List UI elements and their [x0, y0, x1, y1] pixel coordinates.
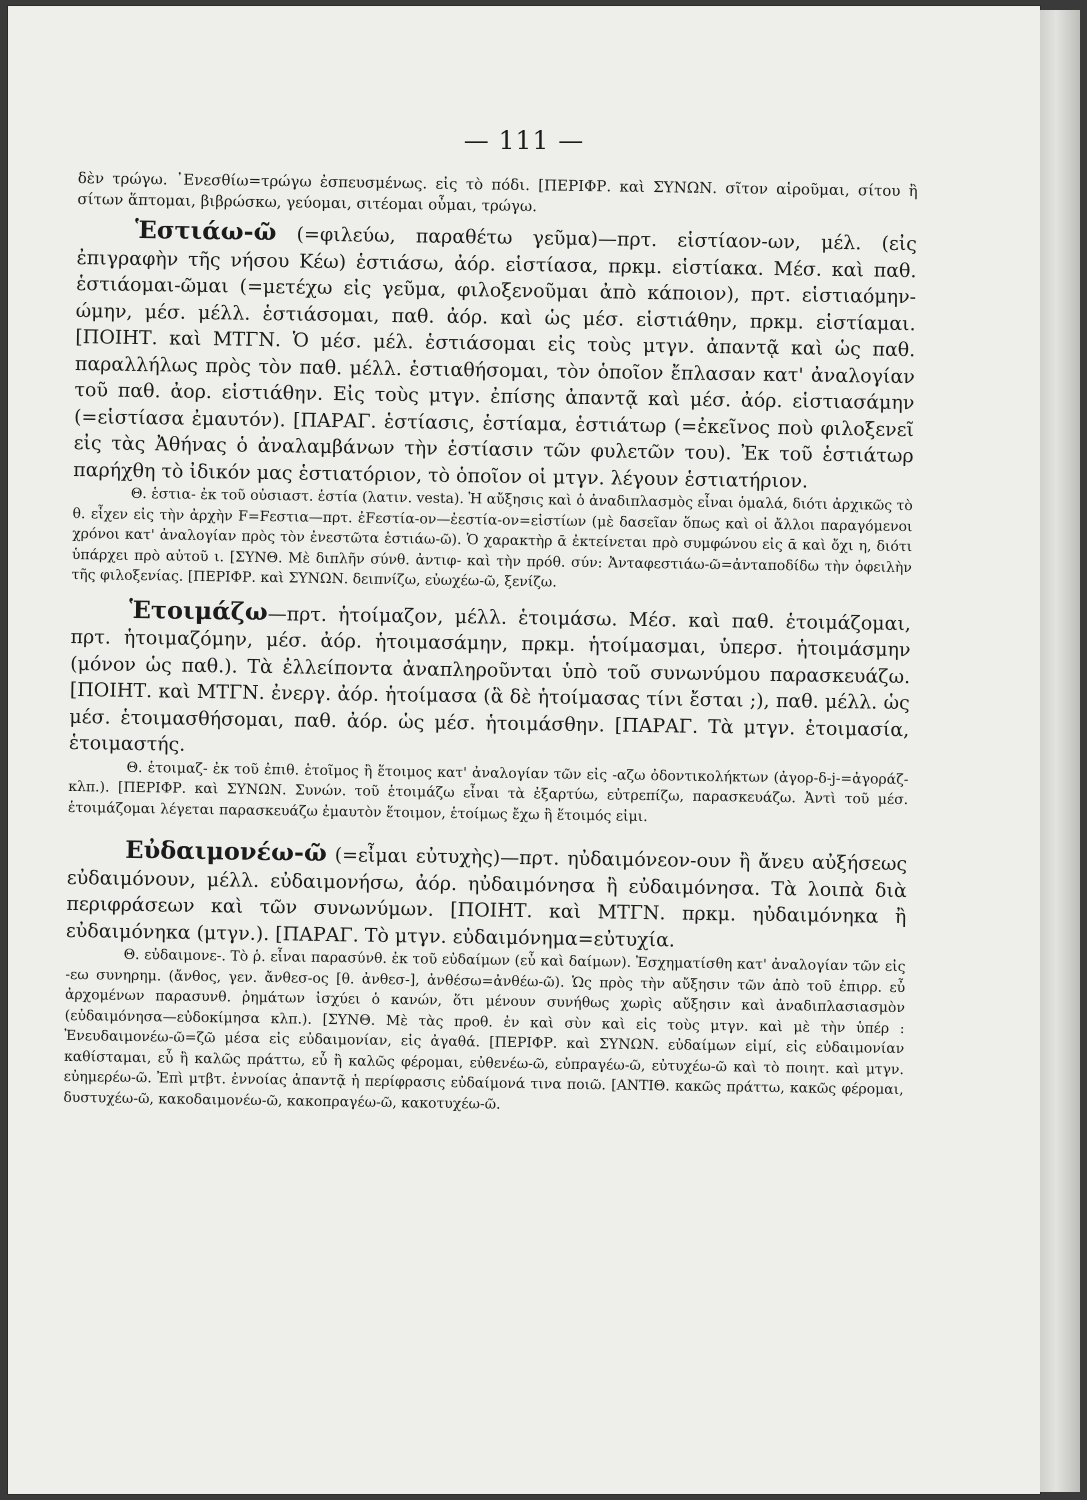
entry-estiao: [73, 216, 917, 496]
entry-note: Θ. ἑτοιμαζ- ἐκ τοῦ ἐπιθ. ἑτοῖμος ἢ ἕτοιμος κατ' ἀναλογίαν τῶν εἰς -αζω ὀδοντικολήκτων (ἀγορ-δ-j-=ἀγοράζ- κλπ.). [ΠΕΡΙΦΡ. καὶ ΣΥΝΩΝ. Συνών. τοῦ ἑτοιμάζω εἶναι τὰ ἐξαρτύω, εὐτρεπίζω, παρασκευάζω. Ἀντὶ τοῦ μέσ. ἑτοιμάζομαι λέγεται παρασκευάζω ἐμαυτὸν ἕτοιμον, ἑτοίμως ἔχω ἢ ἕτοιμός εἰμι.: [67, 759, 909, 825]
lemma: Ἑτοιμάζω: [128, 594, 268, 626]
dictionary-text: [63, 168, 918, 1121]
lemma: Εὐδαιμονέω-ῶ: [125, 834, 328, 867]
entry-note: Θ. ἑστια- ἐκ τοῦ οὐσιαστ. ἑστία (λατιν. vesta). Ἡ αὔξησις καὶ ὁ ἀναδιπλασμὸς εἶναι ὁμαλά, διότι ἀρχικῶς τὸ θ. εἶχεν εἰς τὴν ἀρχὴν F=Fεστια—πρτ. ἐFεστία-ον—ἐεστία-ον=εἱστίων (μὲ δασεῖαν ὅπως καὶ οἱ ἄλλοι παραγόμενοι χρόνοι κατ' ἀναλογίαν πρὸς τὸν ἐνεστῶτα ἑστιάω-ῶ). Ὁ χαρακτὴρ ᾱ ἐκτείνεται πρὸ συμφώνου εἰς ᾱ καὶ ὄχι η, διότι ὑπάρχει πρὸ αὐτοῦ ι. [ΣΥΝΘ. Μὲ διπλῆν σύνθ. ἀντιφ- καὶ τὴν πρόθ. σύν: Ἀνταφεστιάω-ῶ=ἀνταποδίδω τὴν ὀφειλὴν τῆς φιλοξενίας. [ΠΕΡΙΦΡ. καὶ ΣΥΝΩΝ. δειπνίζω, εὐωχέω-ῶ, ξενίζω.: [71, 485, 913, 591]
page-number: — 111 —: [463, 126, 585, 155]
entry-body: (=φιλεύω, παραθέτω γεῦμα)—πρτ. εἱστίαον-ων, μέλ. (εἰς ἐπιγραφὴν τῆς νήσου Κέω) ἑστιάσω, ἀόρ. εἱστίασα, πρκμ. εἱστίακα. Μέσ. καὶ παθ. ἑστιάομαι-ῶμαι (=μετέχω εἰς γεῦμα, φιλοξενοῦμαι ἀπὸ κάποιον), πρτ. εἱστιαόμην-ώμην, μέσ. μέλλ. ἑστιάσομαι, παθ. ἀόρ. καὶ ὡς μέσ. εἱστιάθην, πρκμ. εἱστίαμαι. [ΠΟΙΗΤ. καὶ ΜΤΓΝ. Ὁ μέσ. μέλ. ἑστιάσομαι εἰς τοὺς μτγν. ἀπαντᾷ καὶ ὡς παθ. παραλλήλως πρὸς τὸν παθ. μέλλ. ἑστιαθήσομαι, τὸν ὁποῖον ἔπλασαν κατ' ἀναλογίαν τοῦ παθ. ἀορ. εἱστιάθην. Εἰς τοὺς μτγν. ἐπίσης ἀπαντᾷ καὶ μέσ. ἀόρ. εἱστιασάμην (=εἱστίασα ἐμαυτόν). [ΠΑΡΑΓ. ἑστίασις, ἑστίαμα, ἑστιάτωρ (=ἐκεῖνος ποὺ φιλοξενεῖ εἰς τὰς Ἀθήνας ὁ ἀναλαμβάνων τὴν ἑστίασιν τῶν φυλετῶν του). Ἐκ τοῦ ἑστιάτωρ παρήχθη τὸ ἰδικόν μας ἑστιατόριον, τὸ ὁποῖον οἱ μτγν. λέγουν ἑστιατήριον.: [73, 223, 918, 493]
page-edge: [1040, 10, 1080, 1492]
page: [8, 6, 1040, 1494]
lemma: Ἑστιάω-ῶ: [134, 214, 277, 247]
entry-body: —πρτ. ἡτοίμαζον, μέλλ. ἑτοιμάσω. Μέσ. καὶ παθ. ἑτοιμάζομαι, πρτ. ἡτοιμαζόμην, μέσ. ἀόρ. ἡτοιμασάμην, πρκμ. ἡτοίμασμαι, ὑπερσ. ἡτοιμάσμην (μόνον ὡς παθ.). Τὰ ἐλλείποντα ἀναπληροῦνται ὑπὸ τοῦ συνωνύμου παρασκευάζω. [ΠΟΙΗΤ. καὶ ΜΤΓΝ. ἐνεργ. ἀόρ. ἡτοίμασα (ἃ δὲ ἡτοίμασας τίνι ἔσται ;), παθ. μέλλ. ὡς μέσ. ἑτοιμασθήσομαι, παθ. ἀόρ. ὡς μέσ. ἡτοιμάσθην. [ΠΑΡΑΓ. Τὰ μτγν. ἑτοιμασία, ἑτοιμαστής.: [68, 602, 912, 756]
entry-etoimazo: [69, 595, 911, 769]
entry-body: (=εἶμαι εὐτυχὴς)—πρτ. ηὐδαιμόνεον-ουν ἢ ἄνευ αὐξήσεως εὐδαιμόνουν, μέλλ. εὐδαιμονήσω, ἀόρ. ηὐδαιμόνησα ἢ εὐδαιμόνησα. Τὰ λοιπὰ διὰ περιφράσεων καὶ τῶν συνωνύμων. [ΠΟΙΗΤ. καὶ ΜΤΓΝ. πρκμ. ηὐδαιμόνηκα ἢ εὐδαιμόνηκα (μτγν.). [ΠΑΡΑΓ. Τὸ μτγν. εὐδαιμόνημα=εὐτυχία.: [65, 844, 908, 951]
entry-eudaimoneo: [66, 836, 908, 957]
intro-line: δὲν τρώγω. ᾿Ενεσθίω=τρώγω ἐσπευσμένως. εἰς τὸ πόδι. [ΠΕΡΙΦΡ. καὶ ΣΥΝΩΝ. σῖτον αἱροῦμαι, σίτου ἢ σίτων ἅπτομαι, βιβρώσκω, γεύομαι, σιτέομαι οὖμαι, τρώγω.: [77, 168, 918, 216]
entry-note: Θ. εὐδαιμονε-. Τὸ ῥ. εἶναι παρασύνθ. ἐκ τοῦ εὐδαίμων (εὖ καὶ δαίμων). Ἐσχηματίσθη κατ' ἀναλογίαν τῶν εἰς -εω συνηρημ. (ἄνθος, γεν. ἄνθεσ-ος [θ. ἀνθεσ-], ἀνθέσω=ἀνθέω-ῶ). Ὡς πρὸς τὴν αὔξησιν τῶν ἀπὸ τοῦ ἐπιρρ. εὖ ἀρχομένων παρασυνθ. ῥημάτων ἰσχύει ὁ κανών, ὅτι μένουν συνήθως χωρὶς αὔξησιν καὶ ἀναδιπλασιασμὸν (εὐδαιμόνησα—εὐδοκίμησα κλπ.). [ΣΥΝΘ. Μὲ τὰς προθ. ἐν καὶ σὺν καὶ εἰς τοὺς μτγν. καὶ μὲ τὴν ὑπέρ : Ἐνευδαιμονέω-ῶ=ζῶ μέσα εἰς εὐδαιμονίαν, εἰς ἀγαθά. [ΠΕΡΙΦΡ. καὶ ΣΥΝΩΝ. εὐδαίμων εἰμί, εἰς εὐδαιμονίαν καθίσταμαι, εὖ ἢ καλῶς πράττω, εὖ ἢ καλῶς φέρομαι, εὐθενέω-ῶ, εὐπραγέω-ῶ, εὐτυχέω-ῶ καὶ τὸ ποιητ. καὶ μτγν. εὐημερέω-ῶ. Ἐπὶ μτβτ. ἐννοίας ἀπαντᾷ ἡ περίφρασις εὐδαίμονά τινα ποιῶ. [ΑΝΤΙΘ. κακῶς πράττω, κακῶς φέρομαι, δυστυχέω-ῶ, κακοδαιμονέω-ῶ, κακοπραγέω-ῶ, κακοτυχέω-ῶ.: [63, 946, 906, 1113]
